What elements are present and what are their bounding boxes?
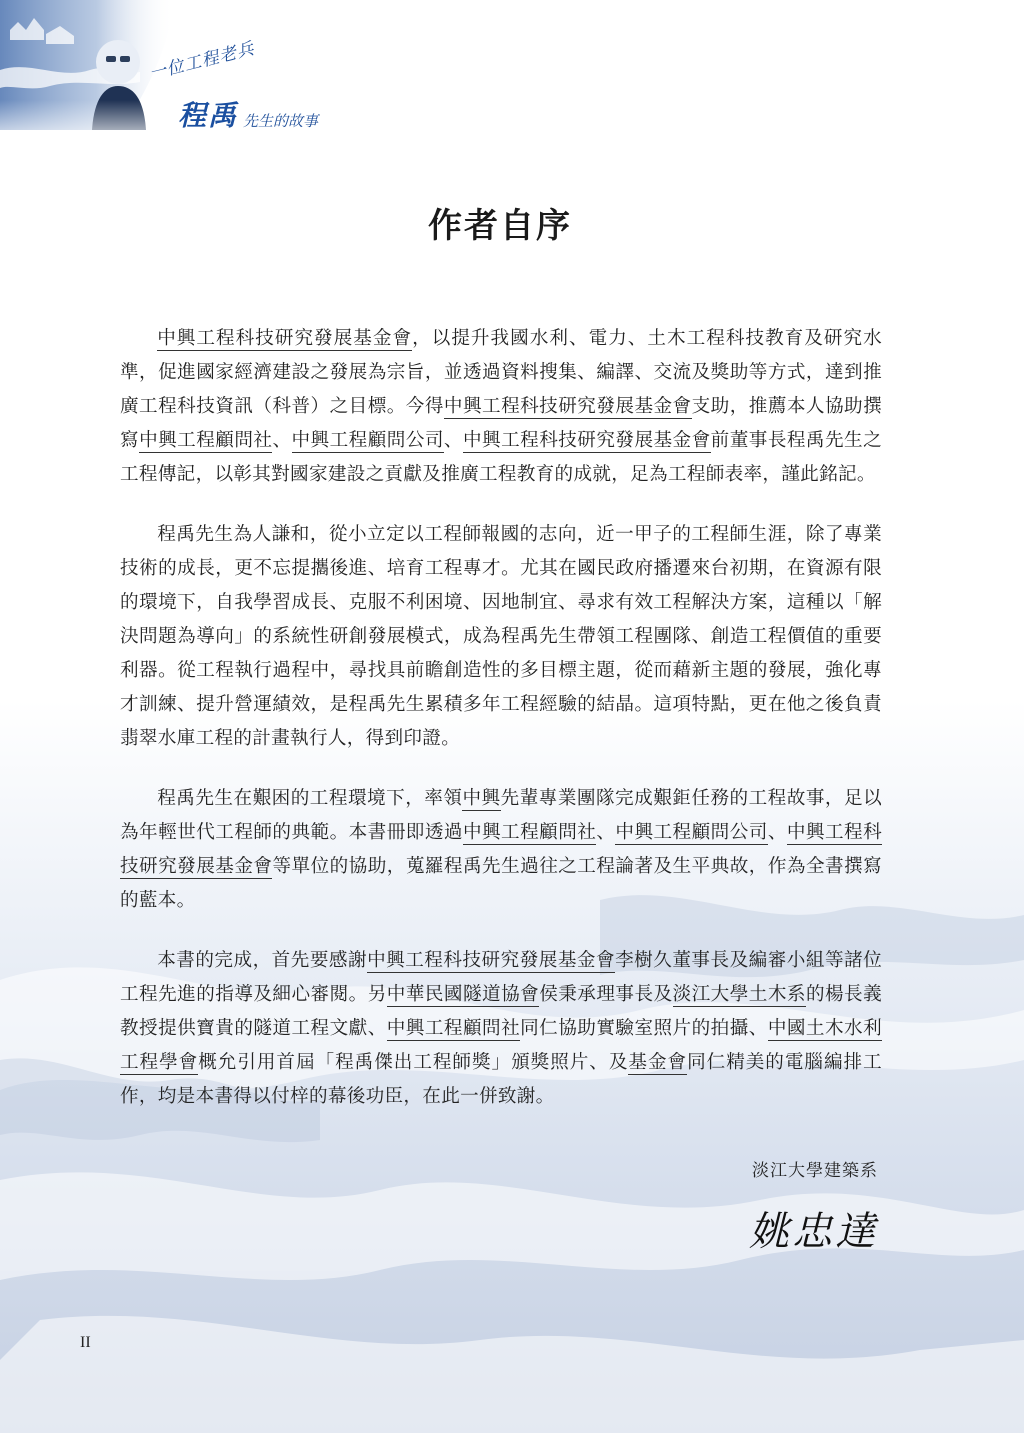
paragraph-text: 先輩專業團隊完成艱鉅任務的工程故事，足以為年輕世代工程師的典範。本書冊即透過 xyxy=(120,788,882,843)
paragraph-text: 侯秉承理事長及 xyxy=(539,984,673,1005)
paragraph-text: 、 xyxy=(596,822,616,843)
paragraph-text: 同仁協助實驗室照片的拍攝、 xyxy=(520,1018,768,1039)
series-header xyxy=(0,0,360,150)
page-title: 作者自序 xyxy=(428,206,572,246)
paragraph-text: 程禹先生在艱困的工程環境下，率領 xyxy=(157,788,463,809)
paragraph-text: 、 xyxy=(767,822,787,843)
paragraph-text: 同仁精美的電腦編排工作，均是本書得以付梓的幕後功臣，在此一併致謝。 xyxy=(120,1052,882,1107)
paragraph-text: 的楊長義教授提供寶貴的隧道工程文獻、 xyxy=(120,984,882,1039)
underlined-name: 中興工程顧問公司 xyxy=(615,822,768,843)
underlined-name: 中興工程科技研究發展基金會 xyxy=(157,328,413,349)
underlined-name: 中興工程科技研究發展基金會 xyxy=(443,396,692,417)
preface-body xyxy=(120,322,882,1140)
underlined-name: 中興工程顧問社 xyxy=(139,430,273,451)
underlined-name: 中興工程科技研究發展基金會 xyxy=(120,822,882,877)
underlined-name: 中國土木水利工程學會 xyxy=(120,1018,882,1073)
paragraph-text: 李樹久董事長及編審小組等諸位工程先進的指導及細心審閱。另 xyxy=(120,950,883,1005)
paragraph-text: 本書的完成，首先要感謝 xyxy=(157,950,368,971)
underlined-name: 淡江大學土木系 xyxy=(672,984,806,1005)
paragraph-text: 、 xyxy=(272,430,292,451)
underlined-name: 中興工程科技研究發展基金會 xyxy=(367,950,616,971)
paragraph-text: 支助，推薦本人協助撰寫 xyxy=(120,396,882,451)
underlined-name: 中興工程科技研究發展基金會 xyxy=(462,430,711,451)
underlined-name: 中興工程顧問社 xyxy=(386,1018,521,1039)
paragraph-text: 概允引用首屆「程禹傑出工程師獎」頒獎照片、及 xyxy=(198,1052,629,1073)
series-name: 程禹 xyxy=(178,99,239,132)
preface-paragraph xyxy=(120,322,882,492)
preface-paragraph xyxy=(120,944,882,1114)
preface-paragraph xyxy=(120,518,882,756)
preface-paragraph xyxy=(120,782,882,918)
underlined-name: 中興工程顧問社 xyxy=(462,822,597,843)
underlined-name: 中興工程顧問公司 xyxy=(291,430,444,451)
paragraph-text: 程禹先生為人謙和，從小立定以工程師報國的志向，近一甲子的工程師生涯，除了專業技術的成長，更不忘提攜後進、培育工程專才。尤其在國民政府播遷來台初期，在資源有限的環境下，自我學習成長、克服不利困境、因地制宜、尋求有效工程解決方案，這種以「解決問題為導向」的系統性研創發展模式，成為程禹先生帶領工程團隊、創造工程價值的重要利器。從工程執行過程中，尋找具前瞻創造性的多目標主題，從而藉新主題的發展，強化專才訓練、提升營運績效，是程禹先生累積多年工程經驗的結晶。這項特點，更在他之後負責翡翠水庫工程的計畫執行人，得到印證。 xyxy=(120,524,882,749)
underlined-name: 中華民國隧道協會 xyxy=(386,984,540,1005)
paragraph-text: ，以提升我國水利、電力、土木工程科技教育及研究水準，促進國家經濟建設之發展為宗旨，並透過資料搜集、編譯、交流及獎助等方式，達到推廣工程科技資訊（科普）之目標。今得 xyxy=(120,328,883,417)
underlined-name: 中興 xyxy=(462,788,501,809)
paragraph-text: 、 xyxy=(443,430,463,451)
underlined-name: 基金會 xyxy=(628,1052,688,1073)
series-subtitle-suffix: 先生的故事 xyxy=(243,112,319,130)
paragraph-text: 等單位的協助，蒐羅程禹先生過往之工程論著及生平典故，作為全書撰寫的藍本。 xyxy=(120,856,882,911)
paragraph-text: 前董事長程禹先生之工程傳記，以彰其對國家建設之貢獻及推廣工程教育的成就，足為工程師表率，謹此銘記。 xyxy=(120,430,882,485)
author-affiliation: 淡江大學建築系 xyxy=(752,1161,878,1181)
series-subtitle-prefix: 一位工程老兵 xyxy=(147,38,257,85)
author-signature: 姚忠達 xyxy=(749,1209,878,1255)
page-number: II xyxy=(80,1334,91,1351)
